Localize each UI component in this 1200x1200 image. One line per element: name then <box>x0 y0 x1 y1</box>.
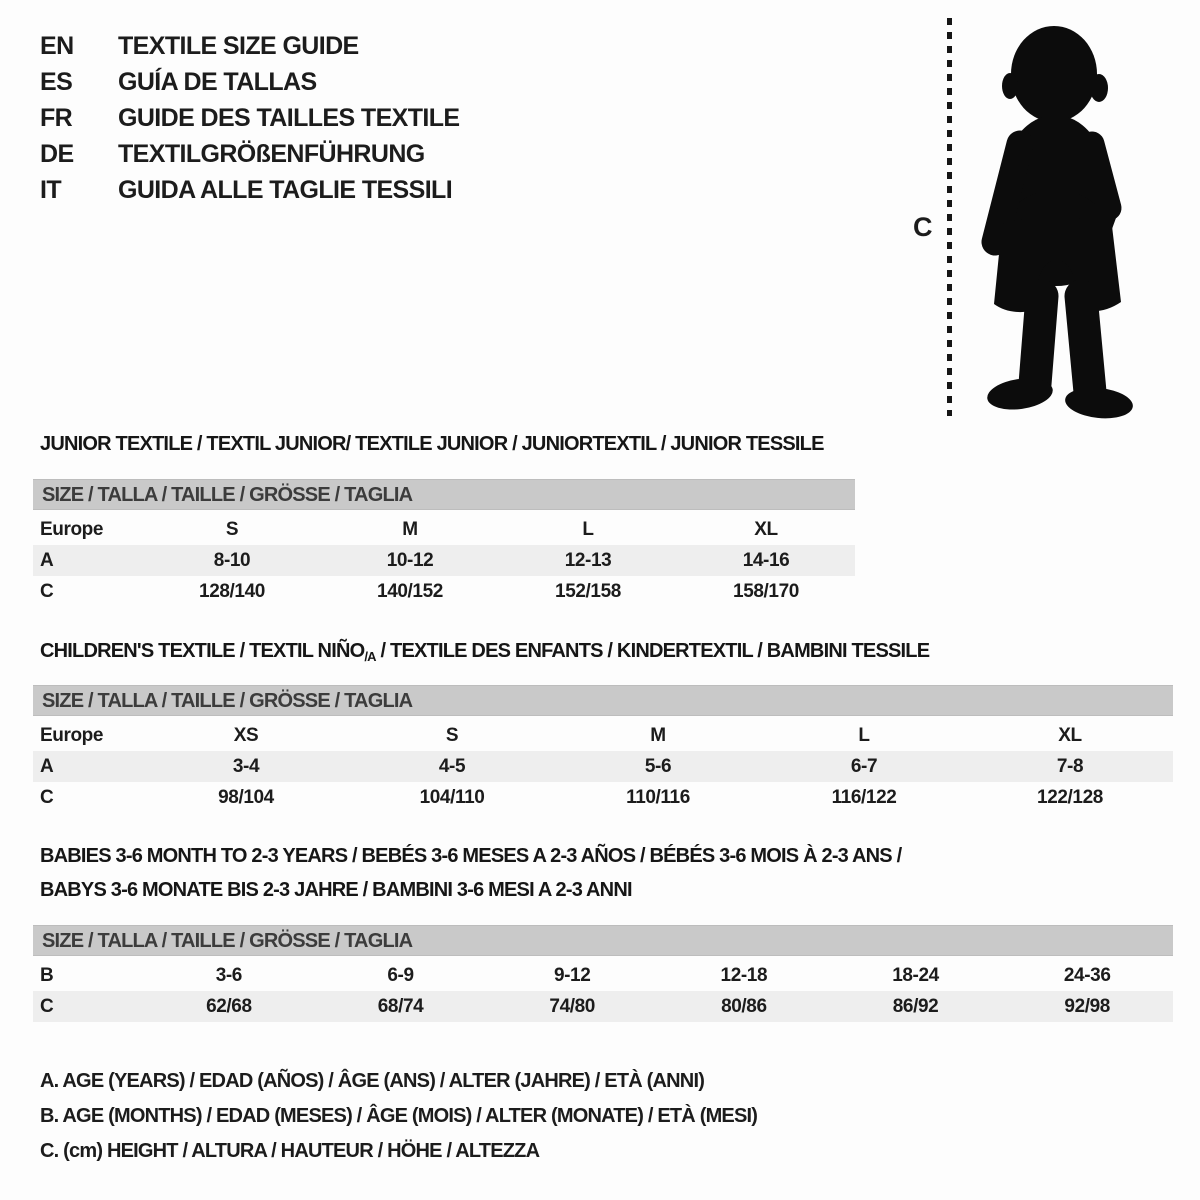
language-title: TEXTILE SIZE GUIDE <box>118 32 359 60</box>
language-row-es <box>40 68 460 104</box>
age-cell: 4-5 <box>438 756 466 777</box>
age-cell: 7-8 <box>1056 756 1084 777</box>
height-measure-label: C <box>913 212 933 242</box>
height-cell: 86/92 <box>892 996 939 1017</box>
height-cell: 158/170 <box>733 581 799 602</box>
language-title: TEXTILGRÖßENFÜHRUNG <box>118 140 425 168</box>
size-cell: M <box>650 725 666 746</box>
babies-size-table <box>33 925 1173 1022</box>
age-cell: 9-12 <box>553 965 591 986</box>
table-row-age-years <box>33 545 855 576</box>
language-code: IT <box>40 176 62 204</box>
age-cell: 12-13 <box>564 550 612 571</box>
size-cell: L <box>858 725 870 746</box>
size-table-header-bar: SIZE / TALLA / TAILLE / GRÖSSE / TAGLIA <box>33 479 855 510</box>
height-cell: 140/152 <box>377 581 443 602</box>
children-title-part: CHILDREN'S TEXTILE / TEXTIL NIÑO <box>40 640 365 662</box>
height-cell: 74/80 <box>549 996 595 1017</box>
table-row-europe <box>33 514 855 545</box>
language-title: GUIDA ALLE TAGLIE TESSILI <box>118 176 453 204</box>
legend-line-height: C. (cm) HEIGHT / ALTURA / HAUTEUR / HÖHE / ALTEZZA <box>40 1140 540 1162</box>
language-list <box>40 32 460 212</box>
age-cell: 18-24 <box>892 965 939 986</box>
language-title: GUIDE DES TAILLES TEXTILE <box>118 104 460 132</box>
language-row-en <box>40 32 460 68</box>
table-row-height-cm <box>33 576 855 607</box>
children-section-title <box>40 640 929 664</box>
height-cell: 92/98 <box>1064 996 1110 1017</box>
age-cell: 8-10 <box>213 550 251 571</box>
babies-title-line-1: BABIES 3-6 MONTH TO 2-3 YEARS / BEBÉS 3-6 MESES A 2-3 AÑOS / BÉBÉS 3-6 MOIS À 2-3 ANS / <box>40 845 902 867</box>
legend-line-age-years: A. AGE (YEARS) / EDAD (AÑOS) / ÂGE (ANS) / ALTER (JAHRE) / ETÀ (ANNI) <box>40 1070 705 1092</box>
size-cell: XL <box>1058 725 1082 746</box>
age-cell: 5-6 <box>644 756 672 777</box>
language-row-it <box>40 176 460 212</box>
table-row-height-cm <box>33 991 1173 1022</box>
age-cell: 24-36 <box>1063 965 1111 986</box>
size-cell: S <box>445 725 459 746</box>
table-row-age-months <box>33 960 1173 991</box>
children-title-subscript: /A <box>364 649 376 664</box>
age-cell: 6-9 <box>387 965 414 986</box>
size-cell: XS <box>233 725 259 746</box>
language-code: FR <box>40 104 73 132</box>
size-table-header-bar: SIZE / TALLA / TAILLE / GRÖSSE / TAGLIA <box>33 685 1173 716</box>
language-code: EN <box>40 32 74 60</box>
row-label: B <box>40 965 54 986</box>
age-cell: 6-7 <box>850 756 878 777</box>
height-cell: 104/110 <box>419 787 485 808</box>
size-cell: L <box>582 519 594 540</box>
height-cell: 152/158 <box>555 581 621 602</box>
language-code: DE <box>40 140 74 168</box>
measurement-legend <box>40 1070 757 1175</box>
row-label: Europe <box>40 725 104 746</box>
table-row-europe <box>33 720 1173 751</box>
language-code: ES <box>40 68 73 96</box>
height-cell: 98/104 <box>218 787 274 808</box>
age-cell: 3-6 <box>215 965 242 986</box>
row-label: Europe <box>40 519 104 540</box>
dashed-height-line <box>947 18 952 416</box>
height-cell: 80/86 <box>721 996 767 1017</box>
age-cell: 14-16 <box>742 550 790 571</box>
row-label: C <box>40 996 54 1017</box>
height-cell: 122/128 <box>1037 787 1103 808</box>
row-label: C <box>40 787 54 808</box>
height-cell: 68/74 <box>377 996 424 1017</box>
age-cell: 10-12 <box>386 550 434 571</box>
table-row-height-cm <box>33 782 1173 813</box>
size-table-header-bar: SIZE / TALLA / TAILLE / GRÖSSE / TAGLIA <box>33 925 1173 956</box>
height-cell: 128/140 <box>199 581 265 602</box>
height-cell: 116/122 <box>831 787 897 808</box>
size-cell: S <box>225 519 239 540</box>
toddler-silhouette-icon <box>962 12 1146 420</box>
children-title-part: / TEXTILE DES ENFANTS / KINDERTEXTIL / BAMBINI TESSILE <box>375 640 930 662</box>
age-cell: 3-4 <box>232 756 260 777</box>
height-cell: 110/116 <box>626 787 690 808</box>
size-cell: XL <box>754 519 778 540</box>
table-row-age-years <box>33 751 1173 782</box>
age-cell: 12-18 <box>720 965 768 986</box>
row-label: A <box>40 550 54 571</box>
row-label: C <box>40 581 54 602</box>
height-cell: 62/68 <box>206 996 252 1017</box>
children-size-table <box>33 685 1173 813</box>
legend-line-age-months: B. AGE (MONTHS) / EDAD (MESES) / ÂGE (MOIS) / ALTER (MONATE) / ETÀ (MESI) <box>40 1105 758 1127</box>
language-row-fr <box>40 104 460 140</box>
size-cell: M <box>402 519 418 540</box>
babies-section-title <box>40 845 901 913</box>
language-row-de <box>40 140 460 176</box>
babies-title-line-2: BABYS 3-6 MONATE BIS 2-3 JAHRE / BAMBINI 3-6 MESI A 2-3 ANNI <box>40 879 632 901</box>
language-title: GUÍA DE TALLAS <box>118 68 317 96</box>
row-label: A <box>40 756 54 777</box>
junior-section-title: JUNIOR TEXTILE / TEXTIL JUNIOR/ TEXTILE JUNIOR / JUNIORTEXTIL / JUNIOR TESSILE <box>40 433 824 455</box>
junior-size-table <box>33 479 855 607</box>
